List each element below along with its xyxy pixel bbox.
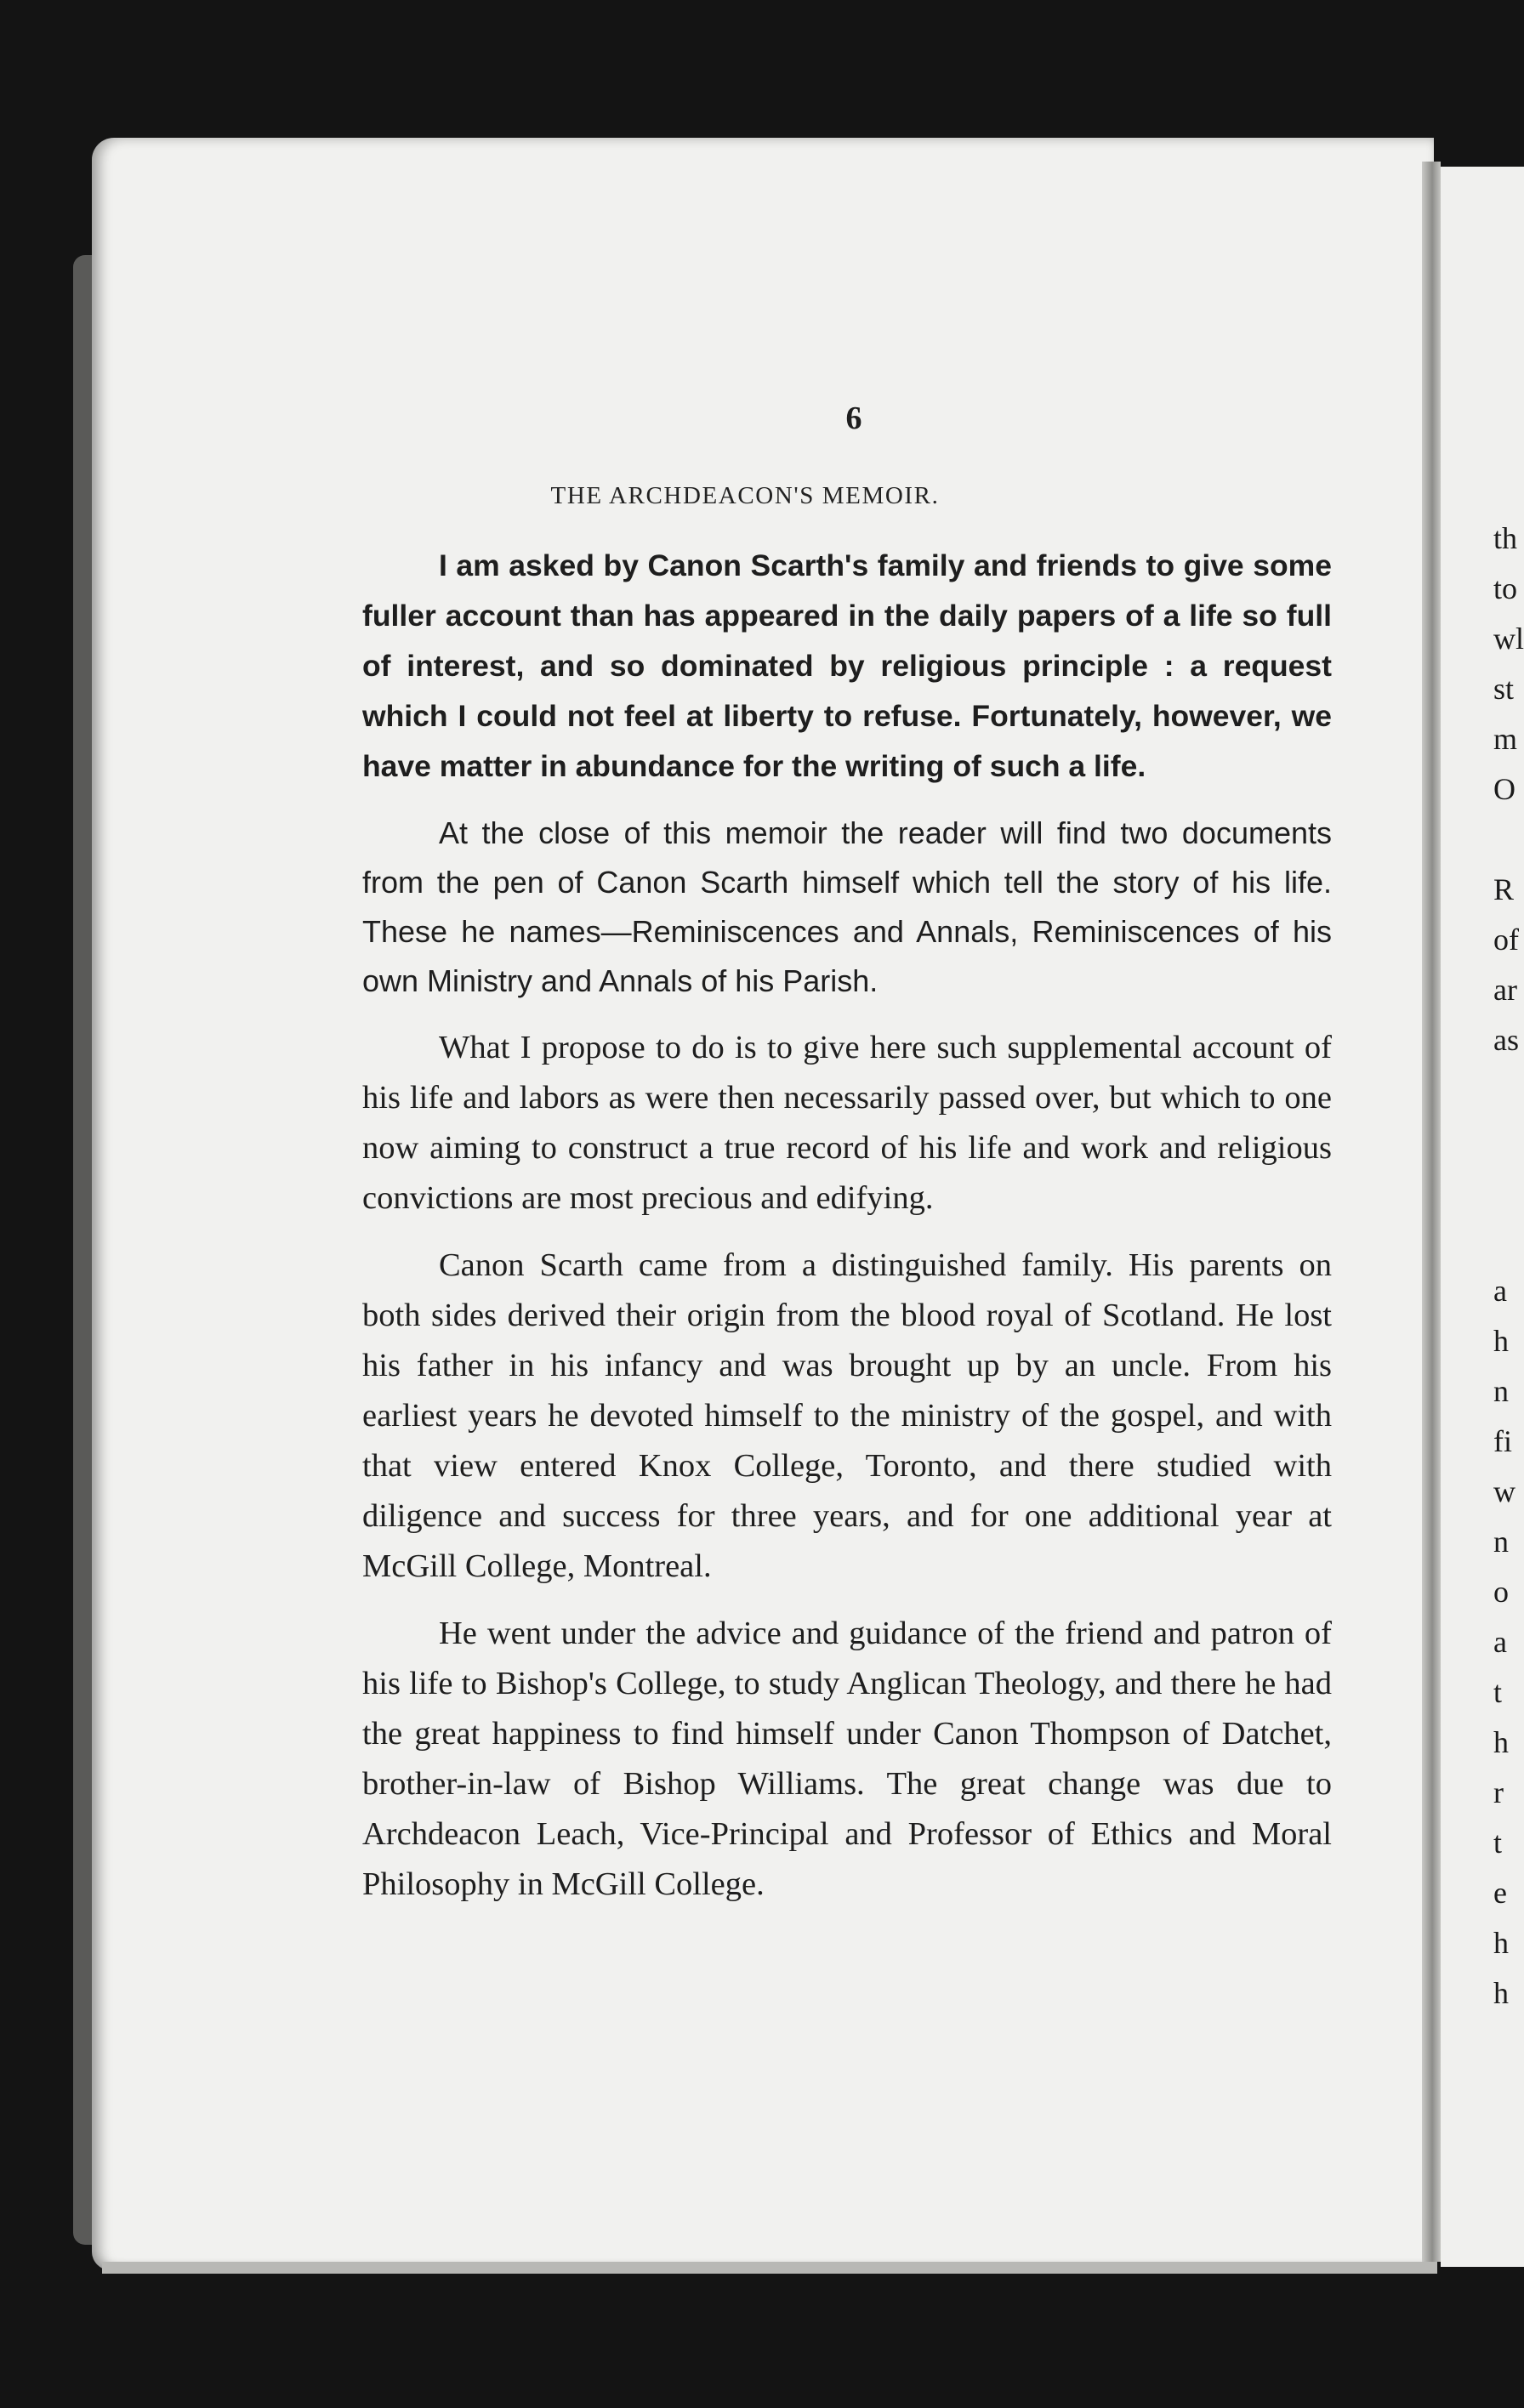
fragment-line: e: [1493, 1876, 1507, 1910]
fragment-line: n: [1493, 1525, 1509, 1559]
page-bottom-edge: [102, 2262, 1437, 2274]
fragment-line: [1493, 1065, 1524, 1116]
fragment-line: ar: [1493, 973, 1517, 1007]
fragment-line: O: [1493, 772, 1515, 806]
fragment-line: R: [1493, 872, 1515, 906]
fragment-line: [1493, 815, 1524, 865]
fragment-line: t: [1493, 1675, 1503, 1709]
fragment-line: a: [1493, 1274, 1507, 1308]
fragment-line: a: [1493, 1625, 1507, 1659]
fragment-line: th: [1493, 521, 1518, 555]
fragment-line: r: [1493, 1775, 1504, 1809]
fragment-line: w: [1493, 1474, 1515, 1508]
fragment-line: st: [1493, 672, 1515, 706]
fragment-line: [1493, 1216, 1524, 1266]
paragraph-3: What I propose to do is to give here such supplemental account of his life and labors as were then necessarily passed over, but which to one now aiming to construct a true record of his life and work and religious convictions are most precious and edifying.: [362, 1030, 1332, 1216]
fragment-line: fi: [1493, 1424, 1512, 1458]
fragment-line: m: [1493, 722, 1518, 756]
fragment-line: to: [1493, 571, 1518, 605]
fragment-line: n: [1493, 1374, 1509, 1408]
book-gutter: [1422, 162, 1441, 2262]
facing-page-fragments: [1493, 514, 1524, 2019]
fragment-line: h: [1493, 1725, 1509, 1759]
fragment-line: [1493, 1116, 1524, 1166]
fragment-line: h: [1493, 1976, 1509, 2010]
page-stack-edge: [73, 255, 94, 2245]
chapter-heading: THE ARCHDEACON'S MEMOIR.: [550, 482, 940, 509]
paragraph-2: At the close of this memoir the reader will find two documents from the pen of Canon Scarth himself which tell the story of his life. These he names—Reminiscences and Annals, Reminiscences of his own Ministry and Annals of his Parish.: [362, 815, 1332, 998]
fragment-line: of: [1493, 923, 1519, 957]
page-number: 6: [845, 400, 862, 436]
paragraph-1: I am asked by Canon Scarth's family and friends to give some fuller account than has appeared in the daily papers of a life so full of interest, and so dominated by religious principle : a request which I could not feel at liberty to refuse. Fortunately, however, we have matter in abundance for the writing of such a life.: [362, 548, 1332, 783]
memoir-text: [362, 541, 1332, 1927]
fragment-line: t: [1493, 1826, 1503, 1860]
fragment-line: wl: [1493, 622, 1524, 656]
paragraph-4: Canon Scarth came from a distinguished family. His parents on both sides derived their origin from the blood royal of Scotland. He lost his father in his infancy and was brought up by an uncle. From his earliest years he devoted himself to the ministry of the gospel, and with that view entered Knox College, Toronto, and there studied with diligence and success for three years, and for one additional year at McGill College, Montreal.: [362, 1247, 1332, 1584]
fragment-line: o: [1493, 1575, 1509, 1609]
fragment-line: [1493, 1166, 1524, 1216]
fragment-line: h: [1493, 1324, 1509, 1358]
fragment-line: h: [1493, 1926, 1509, 1960]
paragraph-5: He went under the advice and guidance of the friend and patron of his life to Bishop's College, to study Anglican Theology, and there he had the great happiness to find himself under Canon Thompson of Datchet, brother-in-law of Bishop Williams. The great change was due to Archdeacon Leach, Vice-Principal and Professor of Ethics and Moral Philosophy in McGill College.: [362, 1616, 1332, 1902]
fragment-line: as: [1493, 1023, 1519, 1057]
